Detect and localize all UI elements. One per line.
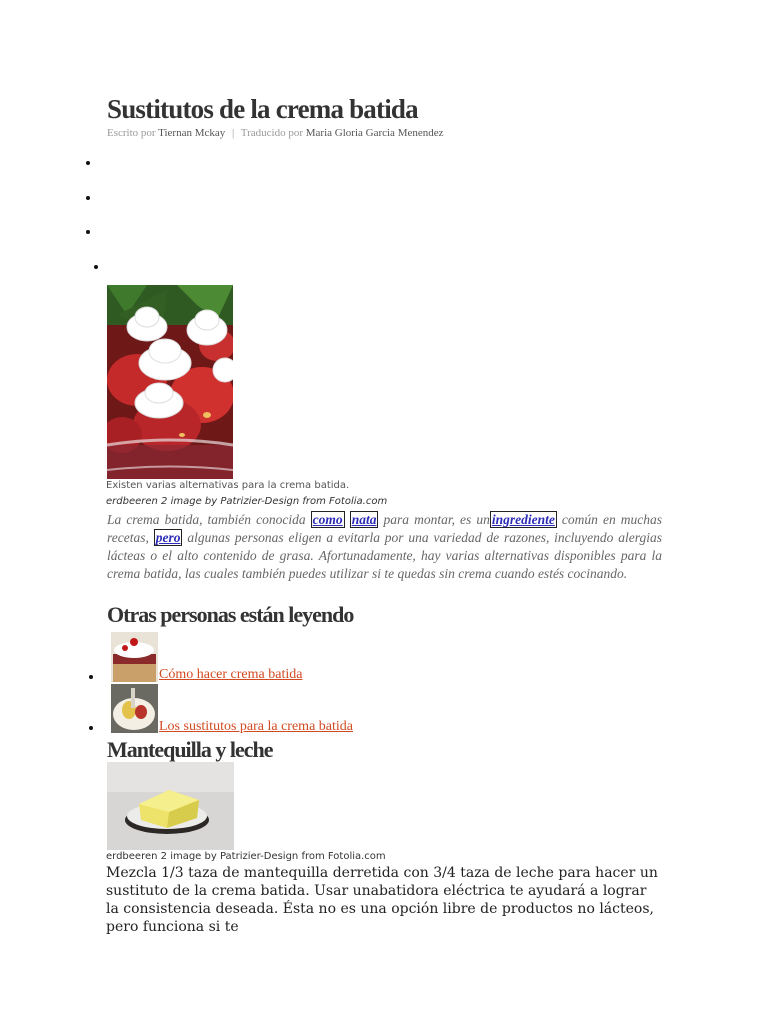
related-heading: Otras personas están leyendo [107,602,354,627]
intro-text: común en muchas recetas, [107,512,662,545]
intro-text [345,512,350,527]
keyword-link-como[interactable]: como [312,512,343,527]
strawberries-cream-image [107,285,233,479]
intro-text: algunas personas eligen a evitarla por una variedad de razones, incluyendo alergias lácteas o el alto contenido de grasa. Afortunadamente, hay varias alternativas disponibles para la crema batida, las cuales también puedes utilizar si te quedas sin crema cuando estés cocinando. [107,530,663,581]
butter-image [107,762,234,850]
section-heading: Mantequilla y leche [107,737,273,762]
translator-name[interactable]: Maria Gloria Garcia Menendez [305,127,444,139]
empty-list-bullet [86,230,90,234]
keyword-link-ingrediente[interactable]: ingrediente [491,512,555,527]
image-caption: Existen varias alternativas para la crema batida. [106,480,350,491]
list-bullet [89,726,93,730]
section-paragraph: Mezcla 1/3 taza de mantequilla derretida con 3/4 taza de leche para hacer un sustituto de la crema batida. Usar unabatidora eléctrica te ayudará a lograr la consistencia deseada. Ésta no es una opción libre de productos no lácteos, pero funciona si te [106,865,658,935]
keyword-link-pero[interactable]: pero [155,530,181,545]
intro-text: La crema batida, también conocida [107,512,311,527]
related-thumbnail-2[interactable] [111,684,158,733]
empty-list-bullet [86,161,90,165]
section-image-credit: erdbeeren 2 image by Patrizier-Design from Fotolia.com [106,851,386,862]
empty-list-bullet [86,196,90,200]
keyword-link-nata[interactable]: nata [351,512,377,527]
intro-paragraph [107,511,662,583]
intro-text: para montar, es un [378,512,490,527]
author-name[interactable]: Tiernan Mckay [158,127,226,139]
related-link-2[interactable]: Los sustitutos para la crema batida [159,719,353,734]
byline-separator: | [232,127,235,139]
related-thumbnail-1[interactable] [111,632,158,682]
image-credit: erdbeeren 2 image by Patrizier-Design from Fotolia.com [106,496,388,507]
written-by-label: Escrito por [107,127,156,139]
empty-list-bullet [94,265,98,269]
byline [107,127,444,139]
related-link-1[interactable]: Cómo hacer crema batida [159,667,303,682]
list-bullet [89,675,93,679]
translated-by-label: Traducido por [240,127,304,139]
article-title: Sustitutos de la crema batida [107,94,418,124]
